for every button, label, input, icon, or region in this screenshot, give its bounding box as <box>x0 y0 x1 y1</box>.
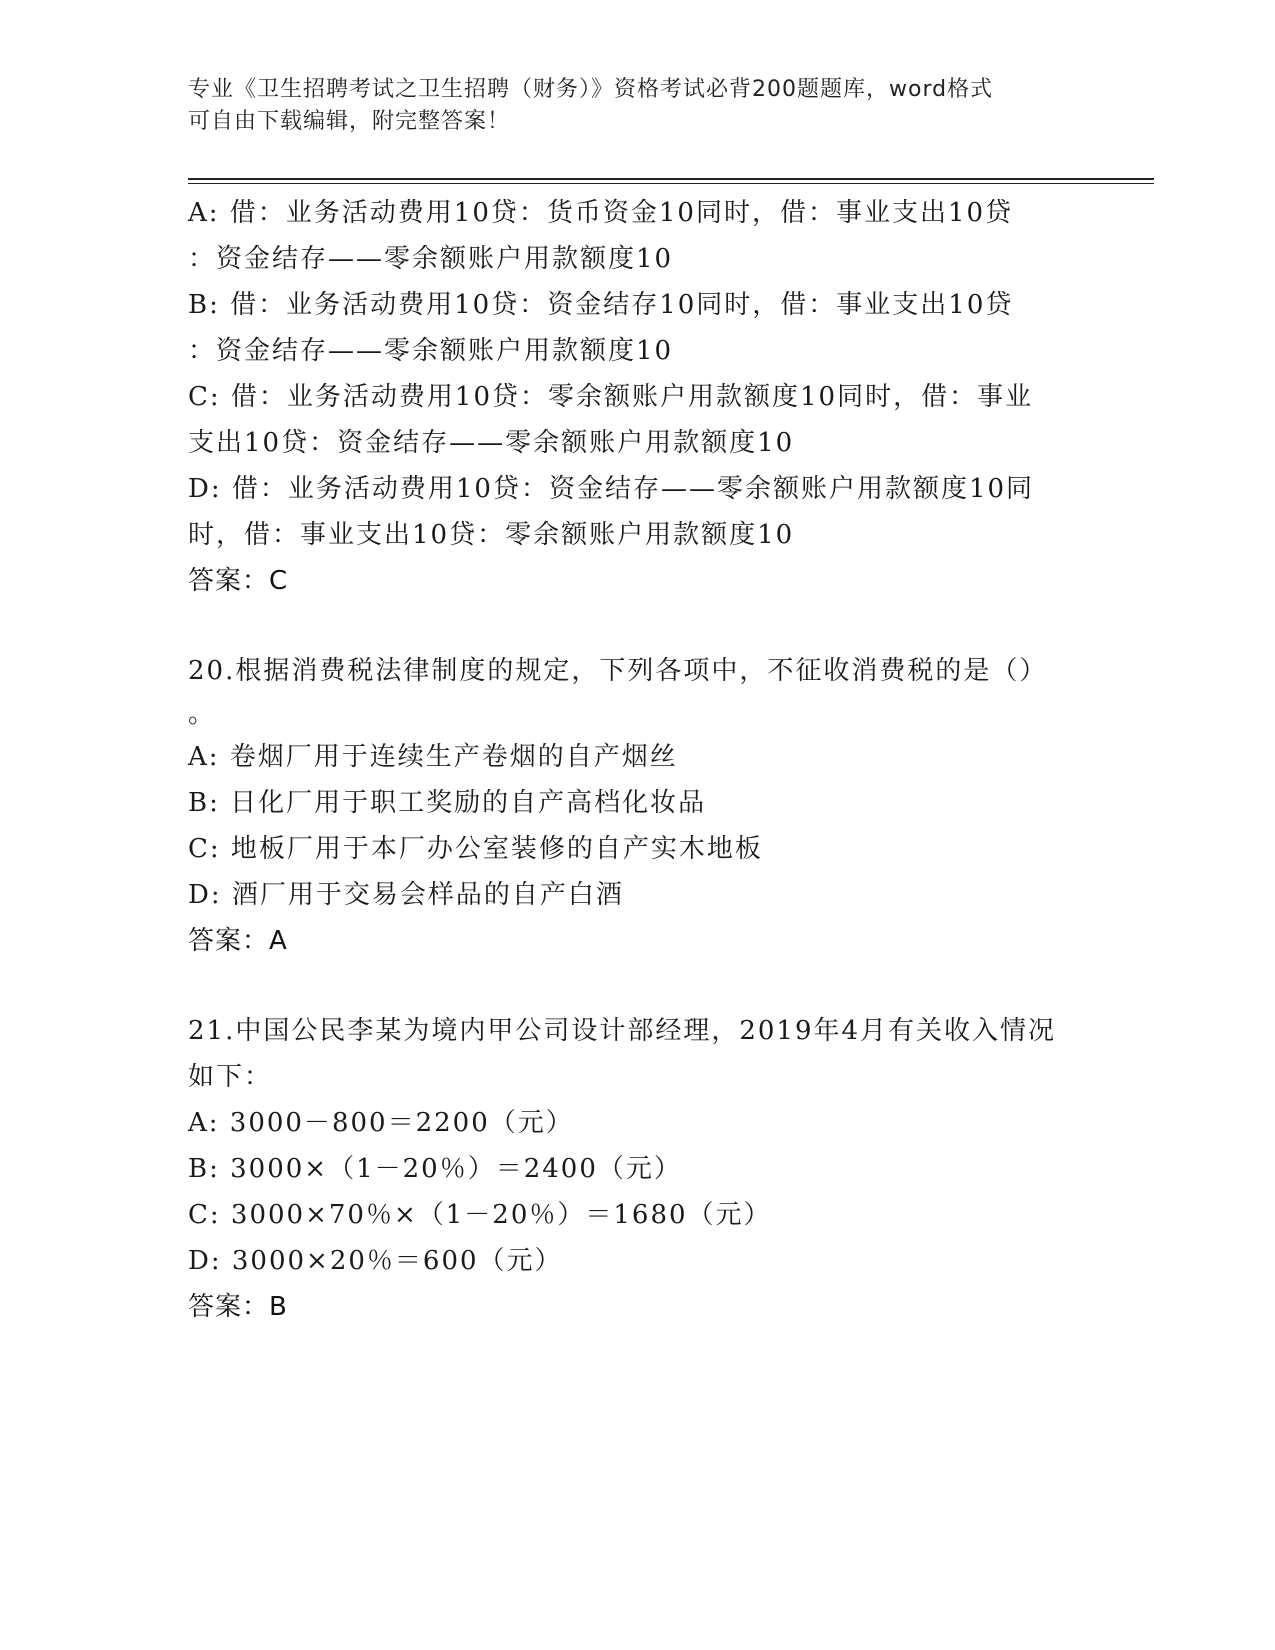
q19-option-d-line-2: 时，借：事业支出10贷：零余额账户用款额度10 <box>188 520 795 550</box>
document-header <box>188 74 1068 138</box>
q21-option-d: D: 3000×20％＝600（元） <box>188 1246 563 1276</box>
spacer <box>188 964 1088 1008</box>
q20-option-c: C: 地板厂用于本厂办公室装修的自产实木地板 <box>188 834 763 864</box>
header-title-line-1: 专业《卫生招聘考试之卫生招聘（财务）》资格考试必背200题题库，word格式 <box>188 77 994 102</box>
spacer <box>188 604 1088 648</box>
q20-answer: 答案：A <box>188 926 288 956</box>
question-list <box>188 190 1088 1330</box>
q19-option-b-line-1: B: 借：业务活动费用10贷：资金结存10同时，借：事业支出10贷 <box>188 290 1014 320</box>
q21-question-line-2: 如下： <box>188 1062 273 1092</box>
q21-option-c: C: 3000×70％×（1－20％）＝1680（元） <box>188 1200 772 1230</box>
q21-option-b: B: 3000×（1－20％）＝2400（元） <box>188 1154 682 1184</box>
q19-option-b-line-2: ：资金结存——零余额账户用款额度10 <box>188 336 674 366</box>
question-21 <box>188 1008 1088 1330</box>
header-title-line-2: 可自由下载编辑，附完整答案！ <box>188 109 511 134</box>
question-19 <box>188 190 1088 604</box>
q20-option-b: B: 日化厂用于职工奖励的自产高档化妆品 <box>188 788 707 818</box>
q19-option-a-line-1: A: 借：业务活动费用10贷：货币资金10同时，借：事业支出10贷 <box>188 198 1014 228</box>
header-rule-thin <box>188 183 1154 184</box>
question-20 <box>188 648 1088 964</box>
q19-option-a-line-2: ：资金结存——零余额账户用款额度10 <box>188 244 674 274</box>
header-rule-thick <box>188 178 1154 180</box>
q21-answer: 答案：B <box>188 1292 288 1322</box>
q19-answer: 答案：C <box>188 566 289 596</box>
q19-option-d-line-1: D: 借：业务活动费用10贷：资金结存——零余额账户用款额度10同 <box>188 474 1035 504</box>
q20-question-line-1: 20.根据消费税法律制度的规定，下列各项中，不征收消费税的是（） <box>188 656 1048 686</box>
q21-question-line-1: 21.中国公民李某为境内甲公司设计部经理，2019年4月有关收入情况 <box>188 1016 1057 1046</box>
q19-option-c-line-2: 支出10贷：资金结存——零余额账户用款额度10 <box>188 428 795 458</box>
q19-option-c-line-1: C: 借：业务活动费用10贷：零余额账户用款额度10同时，借：事业 <box>188 382 1034 412</box>
q20-question-line-2: 。 <box>188 699 217 729</box>
q21-option-a: A: 3000－800＝2200（元） <box>188 1108 574 1138</box>
q20-option-d: D: 酒厂用于交易会样品的自产白酒 <box>188 880 624 910</box>
q20-option-a: A: 卷烟厂用于连续生产卷烟的自产烟丝 <box>188 742 678 772</box>
